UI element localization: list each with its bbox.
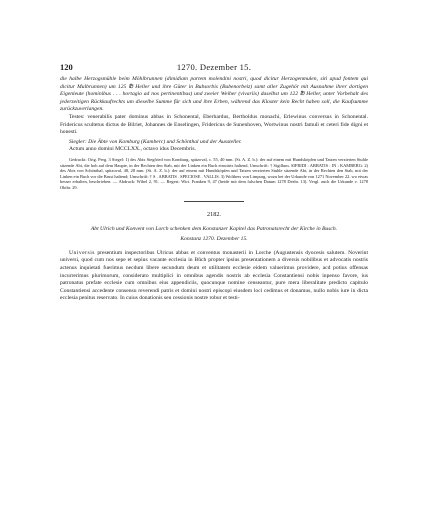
summary-amount-2: 122 ℔ Heller (289, 91, 320, 98)
document-number: 2182. (207, 210, 221, 218)
page-header (60, 62, 368, 74)
page-body (60, 76, 368, 303)
apparatus-note: Gedruckt: Orig. Perg. 3 Siegel: 1) des Abts Siegfried von Komburg, spitzoval, c. 55, 40 mm. (St. A. Z. b.): der auf einem mit Hundsköpfen und Tatzen verzierten Stuhle sitzende Abt, die hoh auf dem Haupte, in der Rechten den Stab, mit der Linken ein Buch einwärts haltend, Umschrift: † Sigillum. SIFRIDI : ABBATIS : IN : KAMBERG: 2) des Abts von Schönthal, spitzoval, 48, 28 mm. (St. A. Z. b.): der auf einem mit Hundsköpfen und Tatzen verzierten Stuhle sitzende Abt, in der Rechten den Stab, mit der Linken ein Buch vor die Brust haltend; Umschrift: † S . ABBATIS . SPECIOSE . VALLIS. 3) Wolthers von Limpurg, wozu bei der Urkunde von 1271 November 22. wo etwas besser erhalten, beschrieben. — Abdruck: Wibel 2, 91. — Regest: Wirt. Franken 9, 47 (beide mit dem falschen Datum 1278 Dezbr. 13). Vergl. auch die Urkunde v. 1278 Oktbr. 29. (60, 156, 368, 190)
summary-part-1: die halbe Herzogsmühle beim Möhlbrunnen (dimidiam partem molendini nostri, quod dicitur Herzogenmulen, siti apud fontem qui dicitur Mulbrunnen) um (60, 76, 368, 90)
charter-summary-paragraph (60, 76, 368, 114)
charter-text (60, 250, 368, 303)
charter-incipit: Universis (69, 249, 95, 256)
sealers-paragraph: Siegler: Die Äbte von Komburg (Kamberc) und Schönthal und der Aussteller. (69, 138, 242, 145)
document-place-date: Konstanz 1270. Dezember 15. (180, 236, 248, 243)
document-abstract: Abt Ulrich und Konvent von Lorch schenken dem Konstanzer Kapitel das Patronatsrecht der Kirche in Busch. (90, 226, 338, 233)
page-number: 120 (60, 62, 73, 72)
section-divider (184, 201, 244, 202)
witnesses-paragraph: Testes: venerabilis pater dominus abbas in Schonental, Eberhardus, Bertholdus monachi, Erlewinus conversus in Schonental. Fridericus scultetus dictus de Bilriet, Johannes de Enselingen, Fridericus de Sunenhoven, Wortwinus nostri famuli et ceteri fide digni et honesti. (60, 113, 368, 136)
summary-part-3: , unter Vorbehalt des jederzeitigen Rückkaufrechts um dieselbe Summe für sich und ihre Erben, während das Kloster kein Recht haben soll, die Kaufsumme zurückzuverlangen. (60, 91, 368, 113)
charter-body: presentium inspectoribus Ulricus abbas et conventus monasterii in Lorche (Augustensis dyocesis salutem. Noverint universi, quod cum nos sepe et sepius vacante ecclesia in Bůch propter ipsius presentationem a diversis nobilibus et advocatis nostris actenus inquietati fuerimus necdum libere secundum deum et utilitatem ecclesie eidem valuerimus providere, acd potius offensas incurrerimus plurimorum, considerato multiplici in omnibus agendis nostris ab ecclesia Constantiensi nobis inpenso favore, ius patronatus prefate ecclesie cum omnibus eius appendiciis, quocunque nomine censeantur, pure mera liberalitate predicto capitulo Constantiensi accedente consensu reverendi patris et domini nostri episcopi eiusdem loci cedimus et donamus, nullo nobis iure in dicta ecclesia penitus reservato. In cuius donationis seu cessionis nostre robur et testi- (60, 249, 368, 302)
summary-part-2: und ihre Güter in Bubsorbis (Bubenorbeiz) samt aller Zugehör mit Ausnahme ihrer dortigen Eigenleute (hominibus . . . hortagio ad nos pertinentibus) und zweier Weiher (vivariis) daselbst um (60, 83, 368, 98)
summary-amount-1: 125 ℔ Heller (117, 83, 150, 90)
dating-clause: Actum anno domini MCCLXX., octavo idus Decembris. (69, 146, 196, 153)
running-title: 1270. Dezember 15. (176, 62, 252, 72)
